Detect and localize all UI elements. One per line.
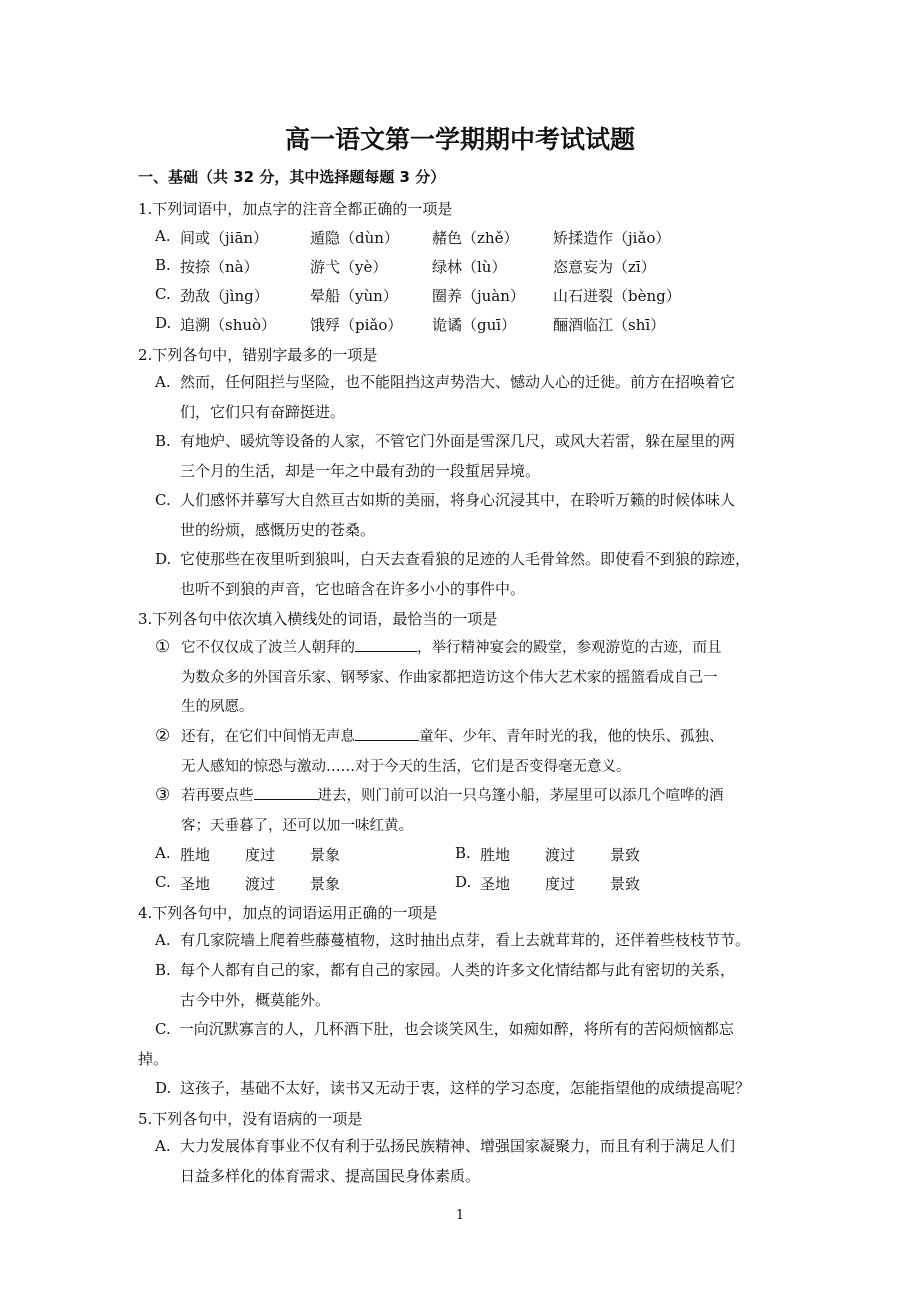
option-text-line: 一向沉默寡言的人，几杯酒下肚，也会谈笑风生，如痴如醉，将所有的苦闷烦恼都忘: [178, 1020, 734, 1038]
sentence-text: 还有，在它们中间悄无声息: [181, 729, 355, 745]
q4-option-d[interactable]: [155, 1074, 815, 1104]
option-text-line: 世的纷烦，感慨历史的苍桑。: [180, 520, 376, 539]
option-letter-a[interactable]: A.: [155, 844, 171, 862]
option-word: 赭色（zhě）: [432, 229, 519, 247]
option-letter: B.: [155, 256, 171, 274]
option-word: 景致: [610, 875, 641, 893]
option-letter: A.: [155, 931, 171, 949]
blank-line: [355, 726, 419, 741]
page-title: 高一语文第一学期期中考试试题: [284, 125, 635, 154]
option-letter: C.: [155, 285, 171, 303]
q3-options-row-2: [155, 873, 755, 895]
q5-option-a[interactable]: [155, 1132, 815, 1191]
blank-line: [254, 785, 318, 800]
page-number: 1: [455, 1208, 465, 1223]
question-4-stem: 4.下列各句中，加点的词语运用正确的一项是: [138, 904, 438, 922]
option-word: 游弋（yè）: [310, 258, 388, 276]
option-word: 饿殍（piǎo）: [310, 316, 403, 334]
q1-option-a[interactable]: [155, 227, 755, 249]
option-word: 渡过: [245, 875, 276, 893]
sentence-text: 无人感知的惊恐与激动……对于今天的生活，它们是否变得毫无意义。: [181, 758, 631, 775]
option-text-line: 古今中外，概莫能外。: [180, 990, 331, 1009]
option-word: 景象: [310, 875, 341, 893]
option-letter: B.: [155, 432, 171, 450]
option-word: 胜地: [180, 846, 211, 864]
question-2-stem: 2.下列各句中，错别字最多的一项是: [138, 346, 378, 364]
option-letter: D.: [155, 550, 172, 568]
option-text-line: 有地炉、暖炕等设备的人家，不管它门外面是雪深几尺，或风大若雷，躲在屋里的两: [180, 432, 736, 450]
sentence-marker-1: ①: [155, 637, 171, 657]
section-heading: 一、基础（共 32 分，其中选择题每题 3 分）: [138, 168, 446, 186]
q4-option-b[interactable]: [155, 956, 815, 1015]
option-word: 圈养（juàn）: [432, 287, 525, 305]
blank-line: [355, 637, 417, 652]
option-word: 按捺（nà）: [180, 258, 259, 276]
q4-option-a[interactable]: [155, 926, 815, 956]
sentence-text: 若再要点些: [181, 788, 254, 804]
option-text-line: 三个月的生活，却是一年之中最有劲的一段蜇居异境。: [180, 461, 541, 480]
q2-option-c[interactable]: [155, 486, 795, 545]
option-text-line: 们，它们只有奋蹄挺进。: [180, 402, 346, 421]
sentence-text: 进去，则门前可以泊一只乌篷小船，茅屋里可以添几个喧哗的酒: [317, 788, 724, 804]
sentence-text: ，举行精神宴会的殿堂，参观游览的古迹，而且: [417, 640, 722, 656]
option-text-line: 这孩子，基础不太好，读书又无动于衷，这样的学习态度，怎能指望他的成绩提高呢？: [180, 1079, 751, 1097]
option-word: 恣意妄为（zī）: [553, 258, 656, 276]
option-word: 矫揉造作（jiǎo）: [553, 229, 671, 247]
option-text-line: 也听不到狼的声音，它也暗含在许多小小的事件中。: [180, 579, 526, 598]
option-letter: B.: [155, 961, 171, 979]
option-word: 绿林（lù）: [432, 258, 507, 276]
sentence-text: 它不仅仅成了波兰人朝拜的: [181, 640, 355, 656]
option-word: 景象: [310, 846, 341, 864]
option-letter-d[interactable]: D.: [455, 873, 472, 891]
q3-sentence-2: [181, 723, 781, 782]
option-letter: C.: [155, 491, 171, 509]
option-word: 胜地: [480, 846, 511, 864]
q3-sentence-1: [181, 634, 781, 723]
option-letter-c[interactable]: C.: [155, 873, 171, 891]
q3-sentence-3: [181, 782, 781, 841]
option-letter: A.: [155, 227, 171, 245]
option-letter: D.: [155, 1079, 172, 1097]
option-word: 度过: [245, 846, 276, 864]
q3-options-row-1: [155, 844, 755, 866]
option-word: 圣地: [180, 875, 211, 893]
option-text-line: 大力发展体育事业不仅有利于弘扬民族精神、增强国家凝聚力，而且有利于满足人们: [180, 1137, 736, 1155]
option-letter: C.: [155, 1020, 171, 1038]
sentence-text: 客；天垂暮了，还可以加一味红黄。: [181, 817, 413, 834]
sentence-text: 为数众多的外国音乐家、钢琴家、作曲家都把造访这个伟大艺术家的摇篮看成自己一: [181, 669, 718, 686]
option-word: 渡过: [545, 846, 576, 864]
question-5-stem: 5.下列各句中，没有语病的一项是: [138, 1110, 363, 1128]
option-letter: A.: [155, 373, 171, 391]
q1-option-b[interactable]: [155, 256, 755, 278]
q2-option-d[interactable]: [155, 545, 795, 604]
option-word: 景致: [610, 846, 641, 864]
q2-option-a[interactable]: [155, 368, 795, 427]
sentence-marker-2: ②: [155, 726, 171, 746]
option-text-line: 有几家院墙上爬着些藤蔓植物，这时抽出点芽，看上去就茸茸的，还伴着些枝枝节节。: [180, 931, 751, 949]
option-text-line: 它使那些在夜里听到狼叫，白天去查看狼的足迹的人毛骨耸然。即使看不到狼的踪迹，: [180, 550, 751, 568]
q1-option-c[interactable]: [155, 285, 755, 307]
option-letter-b[interactable]: B.: [455, 844, 471, 862]
q4-option-c[interactable]: [138, 1015, 818, 1074]
option-letter: D.: [155, 314, 172, 332]
option-word: 间或（jiān）: [180, 229, 269, 247]
option-word: 酾酒临江（shī）: [553, 316, 666, 334]
option-text-line: 日益多样化的体育需求、提高国民身体素质。: [180, 1166, 481, 1185]
option-word: 劲敌（jìng）: [180, 287, 269, 305]
option-text-line: 掉。: [138, 1049, 169, 1068]
option-text-line: 人们感怀并摹写大自然亘古如斯的美丽，将身心沉浸其中，在聆听万籁的时候体味人: [180, 491, 736, 509]
q1-option-d[interactable]: [155, 314, 755, 336]
option-text-line: 然而，任何阻拦与坚险，也不能阻挡这声势浩大、憾动人心的迁徙。前方在招唤着它: [180, 373, 736, 391]
option-text-line: 每个人都有自己的家，都有自己的家园。人类的许多文化情结都与此有密切的关系，: [180, 961, 736, 979]
option-word: 山石迸裂（bèng）: [553, 287, 681, 305]
option-word: 晕船（yùn）: [310, 287, 398, 305]
option-letter: A.: [155, 1137, 171, 1155]
sentence-text: 童年、少年、青年时光的我，他的快乐、孤独、: [419, 729, 724, 745]
question-3-stem: 3.下列各句中依次填入横线处的词语，最恰当的一项是: [138, 610, 498, 628]
q2-option-b[interactable]: [155, 427, 795, 486]
sentence-text: 生的夙愿。: [181, 699, 254, 715]
option-word: 度过: [545, 875, 576, 893]
sentence-marker-3: ③: [155, 785, 171, 805]
question-1-stem: 1.下列词语中，加点字的注音全都正确的一项是: [138, 200, 453, 218]
option-word: 圣地: [480, 875, 511, 893]
option-word: 诡谲（guī）: [432, 316, 517, 334]
option-word: 追溯（shuò）: [180, 316, 277, 334]
option-word: 遁隐（dùn）: [310, 229, 399, 247]
